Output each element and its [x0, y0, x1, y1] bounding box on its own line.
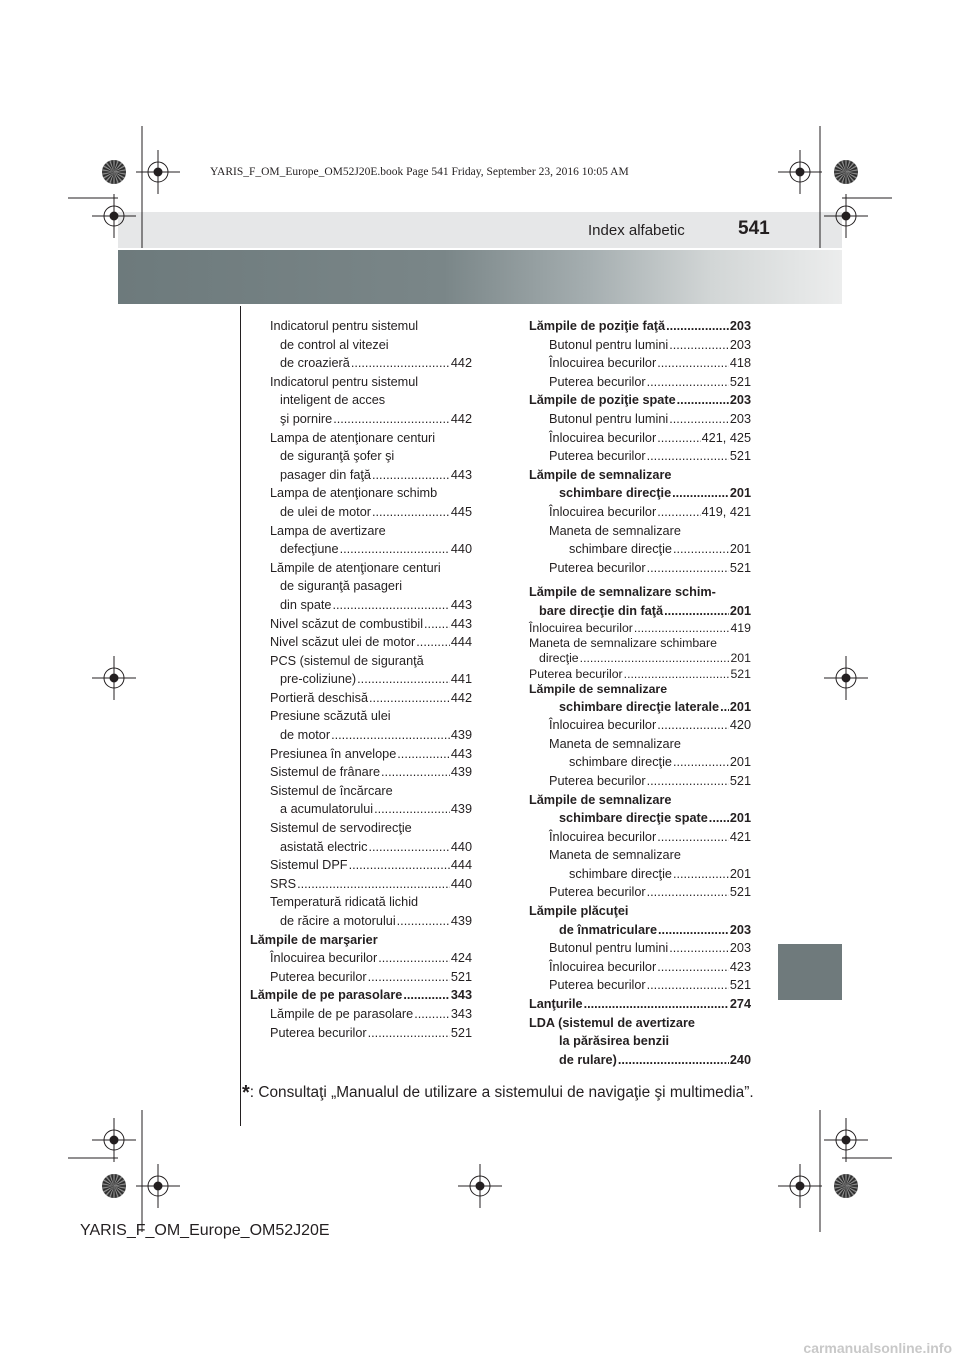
dot-leader	[374, 800, 450, 819]
dot-leader	[647, 976, 729, 995]
index-entry-page: 201	[729, 811, 751, 826]
index-entry	[250, 540, 472, 559]
index-entry-page: 443	[450, 746, 472, 761]
index-entry-label: de rulare)	[559, 1052, 617, 1067]
starburst-mark	[102, 1174, 126, 1198]
index-entry	[529, 939, 751, 958]
index-entry-page: 441	[450, 672, 472, 687]
index-entry-label: Lămpile de marşarier	[250, 932, 378, 947]
index-entry	[250, 986, 472, 1005]
index-entry	[529, 336, 751, 355]
dot-leader	[416, 633, 450, 652]
index-heading-line	[529, 583, 751, 602]
index-entry-label: din spate	[280, 597, 332, 612]
index-heading-line	[250, 429, 472, 448]
index-entry-label: Nivel scăzut de combustibil	[270, 616, 424, 631]
index-entry-label: schimbare direcţie	[569, 866, 672, 881]
dot-leader	[677, 391, 729, 410]
index-entry-label: Sistemul DPF	[270, 858, 348, 873]
index-heading-line	[529, 791, 751, 810]
index-entry	[250, 466, 472, 485]
index-entry-page: 440	[450, 839, 472, 854]
index-heading-line	[250, 484, 472, 503]
index-column-right	[529, 317, 751, 1069]
index-entry	[250, 875, 472, 894]
index-heading-line	[250, 447, 472, 466]
dot-leader	[368, 1024, 450, 1043]
index-entry-page: 203	[729, 319, 751, 333]
index-entry	[529, 429, 751, 448]
index-entry-label: pasager din faţă	[280, 467, 371, 482]
index-entry	[250, 763, 472, 782]
index-entry-label: Puterea becurilor	[270, 1025, 367, 1040]
index-heading-line	[250, 782, 472, 801]
index-heading-line	[250, 652, 472, 671]
index-entry-page: 444	[450, 635, 472, 650]
index-entry-page: 439	[450, 914, 472, 928]
index-entry-label: schimbare direcţie	[569, 542, 672, 557]
index-entry-page: 203	[729, 941, 751, 956]
index-entry	[250, 503, 472, 522]
index-entry	[529, 667, 751, 682]
index-entry	[250, 726, 472, 745]
index-entry	[529, 958, 751, 977]
dot-leader	[349, 856, 450, 875]
index-heading-line	[250, 893, 472, 912]
index-entry-label: defecţiune	[280, 542, 339, 557]
index-heading-line	[250, 559, 472, 578]
dot-leader	[372, 466, 450, 485]
starburst-mark	[834, 1174, 858, 1198]
index-entry-label: Portieră deschisă	[270, 690, 369, 705]
dot-leader	[368, 968, 450, 987]
index-entry	[529, 828, 751, 847]
index-entry	[250, 410, 472, 429]
index-entry-label: de ulei de motor	[280, 504, 371, 519]
dot-leader	[664, 602, 729, 621]
book-code: YARIS_F_OM_Europe_OM52J20E	[80, 1222, 330, 1239]
index-entry-page: 444	[450, 858, 472, 873]
dot-leader	[340, 540, 450, 559]
index-entry-label: Înlocuirea becurilor	[549, 829, 657, 844]
index-entry-label: de control al vitezei	[280, 337, 389, 352]
index-entry-label: Puterea becurilor	[549, 560, 646, 575]
index-entry-label: direcţie	[539, 651, 579, 666]
footnote	[242, 1082, 754, 1105]
index-entry	[250, 1024, 472, 1043]
index-heading-line	[529, 846, 751, 865]
index-entry	[529, 995, 751, 1014]
dot-leader	[666, 317, 729, 336]
index-entry-label: Înlocuirea becurilor	[529, 620, 633, 635]
index-entry	[529, 1051, 751, 1070]
dot-leader	[372, 503, 450, 522]
index-entry-label: a acumulatorului	[280, 802, 374, 817]
index-entry-page: 521	[729, 560, 751, 575]
index-heading-line	[250, 522, 472, 541]
dot-leader	[634, 621, 730, 636]
dot-leader	[720, 698, 729, 717]
dot-leader	[351, 354, 450, 373]
index-entry-label: inteligent de acces	[280, 393, 386, 408]
index-entry	[250, 596, 472, 615]
index-entry-page: 203	[729, 393, 751, 408]
index-heading-line	[250, 577, 472, 596]
index-heading-line	[250, 336, 472, 355]
dot-leader	[397, 745, 450, 764]
index-entry-page: 445	[450, 504, 472, 519]
index-entry-label: schimbare direcţie	[559, 486, 672, 501]
index-entry-page: 201	[729, 866, 751, 881]
index-entry-label: Puterea becurilor	[270, 969, 367, 984]
page-number: 541	[738, 218, 770, 239]
index-entry-label: schimbare direcţie spate	[559, 811, 708, 826]
index-entry	[529, 772, 751, 791]
dot-leader	[669, 410, 729, 429]
column-rule	[240, 306, 241, 1126]
index-entry-page: 343	[450, 1006, 472, 1021]
index-entry-label: Presiunea în anvelope	[270, 746, 397, 761]
footnote-marker: *	[242, 1082, 250, 1104]
index-entry-label: Înlocuirea becurilor	[549, 356, 657, 371]
index-heading-line	[529, 636, 751, 651]
index-entry-page: 521	[730, 666, 751, 681]
index-entry-page: 421, 425	[701, 430, 751, 445]
index-entry-page: 442	[450, 356, 472, 371]
index-entry	[529, 484, 751, 503]
index-entry-page: 201	[729, 699, 751, 714]
index-entry-page: 439	[450, 765, 472, 780]
index-entry-page: 201	[730, 651, 751, 666]
index-entry-label: Puterea becurilor	[549, 978, 646, 993]
index-entry-label: SRS	[270, 876, 297, 891]
index-entry-label: Lămpile de semnalizare	[529, 682, 668, 697]
index-entry-label: Sistemul de servodirecţie	[270, 821, 412, 836]
dot-leader	[669, 939, 729, 958]
index-entry	[529, 602, 751, 621]
index-entry-label: Lămpile de semnalizare	[529, 467, 672, 482]
index-entry	[250, 1005, 472, 1024]
index-entry-page: 421	[729, 829, 751, 844]
index-entry	[529, 354, 751, 373]
index-entry-page: 343	[450, 988, 472, 1003]
index-heading-line	[529, 522, 751, 541]
index-entry-label: Butonul pentru lumini	[549, 411, 669, 426]
index-column-left	[250, 317, 472, 1042]
dot-leader	[647, 373, 729, 392]
index-heading-line	[250, 819, 472, 838]
index-entry	[529, 540, 751, 559]
dot-leader	[424, 615, 450, 634]
dot-leader	[368, 838, 449, 857]
index-heading-line	[250, 317, 472, 336]
index-entry-page: 201	[729, 755, 751, 770]
index-entry-label: Înlocuirea becurilor	[270, 951, 378, 966]
index-entry-page: 521	[729, 449, 751, 464]
section-title: Index alfabetic	[588, 222, 685, 239]
index-entry-label: Lămpile de poziţie faţă	[529, 319, 666, 333]
index-heading-line	[529, 466, 751, 485]
index-entry	[529, 621, 751, 636]
index-entry-page: 439	[450, 802, 472, 817]
index-entry-page: 420	[729, 718, 751, 733]
dot-leader	[673, 540, 729, 559]
index-entry-label: Înlocuirea becurilor	[549, 959, 657, 974]
index-entry-page: 240	[729, 1052, 751, 1067]
index-entry-page: 423	[729, 959, 751, 974]
index-entry	[529, 809, 751, 828]
index-heading-line	[529, 1014, 751, 1033]
index-entry-page: 203	[729, 337, 751, 352]
index-entry-label: Lămpile de poziţie spate	[529, 393, 676, 408]
dot-leader	[414, 1005, 450, 1024]
index-entry	[250, 800, 472, 819]
index-entry-page: 419, 421	[701, 504, 751, 519]
dot-leader	[657, 828, 729, 847]
dot-leader	[657, 503, 700, 522]
index-entry-label: Lămpile de pe parasolare	[250, 988, 403, 1003]
index-entry	[529, 883, 751, 902]
index-entry-page: 439	[450, 728, 472, 743]
index-entry-label: Sistemul de frânare	[270, 765, 381, 780]
dot-leader	[658, 921, 729, 940]
index-entry-page: 521	[729, 773, 751, 788]
index-heading-line	[250, 707, 472, 726]
dot-leader	[331, 726, 450, 745]
starburst-mark	[102, 160, 126, 184]
dot-leader	[369, 689, 450, 708]
index-entry-label: Presiune scăzută ulei	[270, 709, 391, 724]
index-entry	[529, 976, 751, 995]
index-entry	[250, 633, 472, 652]
index-entry-page: 443	[450, 616, 472, 631]
index-entry-page: 442	[450, 690, 472, 705]
index-entry-label: Puterea becurilor	[549, 449, 646, 464]
index-entry-page: 521	[729, 374, 751, 389]
print-info: YARIS_F_OM_Europe_OM52J20E.book Page 541 Friday, September 23, 2016 10:05 AM	[210, 166, 629, 178]
index-entry	[250, 912, 472, 931]
index-entry-label: Lămpile de semnalizare schim-	[529, 585, 716, 600]
index-entry-label: Lămpile de pe parasolare	[270, 1006, 414, 1021]
dot-leader	[333, 410, 450, 429]
index-entry-label: Lămpile plăcuţei	[529, 904, 629, 919]
index-entry	[529, 503, 751, 522]
index-heading-line	[529, 1032, 751, 1051]
index-entry	[250, 745, 472, 764]
dot-leader	[647, 883, 729, 902]
index-entry-label: de răcire a motorului	[280, 914, 396, 928]
dot-leader	[397, 912, 450, 931]
index-entry-label: la părăsirea benzii	[559, 1034, 670, 1049]
dot-leader	[647, 772, 729, 791]
index-entry-page: 201	[729, 603, 751, 618]
index-entry	[529, 716, 751, 735]
index-entry-label: Nivel scăzut ulei de motor	[270, 635, 416, 650]
dot-leader	[657, 716, 729, 735]
index-entry-page: 203	[729, 411, 751, 426]
index-entry-label: Înlocuirea becurilor	[549, 504, 657, 519]
dot-leader	[403, 986, 450, 1005]
index-entry-label: Puterea becurilor	[549, 374, 646, 389]
index-entry-page: 440	[450, 542, 472, 557]
index-entry-label: Puterea becurilor	[549, 885, 646, 900]
index-entry-label: de siguranţă pasageri	[280, 579, 403, 594]
index-entry-label: Indicatorul pentru sistemul	[270, 319, 419, 333]
index-entry	[250, 968, 472, 987]
index-entry-page: 521	[450, 1025, 472, 1040]
index-entry-label: Puterea becurilor	[549, 773, 646, 788]
index-entry-page: 443	[450, 597, 472, 612]
index-entry	[250, 856, 472, 875]
index-entry	[250, 354, 472, 373]
index-entry	[529, 698, 751, 717]
index-entry-label: pre-coliziune)	[280, 672, 357, 687]
index-entry-label: Înlocuirea becurilor	[549, 430, 657, 445]
index-heading-line	[250, 391, 472, 410]
index-entry	[529, 865, 751, 884]
index-entry	[529, 373, 751, 392]
index-entry-label: asistată electric	[280, 839, 368, 854]
index-entry-label: LDA (sistemul de avertizare	[529, 1015, 695, 1030]
dot-leader	[709, 809, 729, 828]
dot-leader	[669, 336, 729, 355]
index-entry-page: 440	[450, 876, 472, 891]
index-entry-label: PCS (sistemul de siguranţă	[270, 653, 424, 668]
dot-leader	[657, 354, 729, 373]
index-entry-label: Maneta de semnalizare	[549, 848, 681, 863]
index-entry	[529, 921, 751, 940]
index-entry	[529, 391, 751, 410]
dot-leader	[333, 596, 450, 615]
index-entry-label: Sistemul de încărcare	[270, 783, 393, 798]
index-entry-label: schimbare direcţie	[569, 755, 672, 770]
index-entry	[250, 615, 472, 634]
index-entry-page: 521	[729, 978, 751, 993]
dot-leader	[672, 484, 729, 503]
index-entry-label: de siguranţă şofer şi	[280, 449, 395, 464]
index-heading-line	[529, 735, 751, 754]
footnote-text: : Consultaţi „Manualul de utilizare a sistemului de navigaţie şi multimedia”.	[249, 1084, 754, 1101]
index-entry-label: Lampa de atenţionare centuri	[270, 430, 436, 445]
dot-leader	[647, 559, 729, 578]
index-entry	[250, 949, 472, 968]
index-heading-line	[529, 902, 751, 921]
index-entry-page: 443	[450, 467, 472, 482]
index-entry-label: Butonul pentru lumini	[549, 941, 669, 956]
index-entry-label: de croazieră	[280, 356, 350, 371]
dot-leader	[624, 667, 730, 682]
index-entry-page: 442	[450, 411, 472, 426]
index-entry-label: Lampa de avertizare	[270, 523, 386, 538]
index-entry-label: Maneta de semnalizare	[549, 736, 681, 751]
index-entry	[529, 447, 751, 466]
index-entry-page: 274	[729, 997, 751, 1012]
index-entry-page: 203	[729, 922, 751, 937]
index-heading-line	[250, 373, 472, 392]
index-entry-label: Lanţurile	[529, 997, 583, 1012]
index-entry-page: 201	[729, 486, 751, 501]
index-entry	[529, 410, 751, 429]
index-entry-label: Înlocuirea becurilor	[549, 718, 657, 733]
index-entry-page: 419	[730, 620, 751, 635]
index-entry	[250, 670, 472, 689]
dot-leader	[357, 670, 450, 689]
index-entry-label: şi pornire	[280, 411, 333, 426]
index-entry-label: bare direcţie din faţă	[539, 603, 664, 618]
dot-leader	[580, 651, 730, 666]
index-entry-label: Maneta de semnalizare	[549, 523, 681, 538]
dot-leader	[381, 763, 450, 782]
watermark: carmanualsonline.info	[803, 1340, 952, 1356]
index-entry-label: Lămpile de atenţionare centuri	[270, 560, 441, 575]
index-entry-page: 521	[450, 969, 472, 984]
index-heading-line	[250, 931, 472, 950]
starburst-mark	[834, 160, 858, 184]
dot-leader	[647, 447, 729, 466]
index-entry-page: 201	[729, 542, 751, 557]
dot-leader	[657, 958, 729, 977]
index-entry	[529, 753, 751, 772]
dot-leader	[584, 995, 729, 1014]
dot-leader	[297, 875, 450, 894]
dot-leader	[378, 949, 450, 968]
index-entry	[529, 651, 751, 666]
index-entry-label: Lămpile de semnalizare	[529, 792, 672, 807]
index-entry	[250, 838, 472, 857]
dot-leader	[618, 1051, 729, 1070]
dot-leader	[673, 865, 729, 884]
index-entry	[250, 689, 472, 708]
index-entry-label: Maneta de semnalizare schimbare	[529, 635, 717, 650]
index-entry-label: de motor	[280, 728, 331, 743]
index-entry-label: Indicatorul pentru sistemul	[270, 374, 419, 389]
index-entry-label: Lampa de atenţionare schimb	[270, 486, 438, 501]
index-entry	[529, 317, 751, 336]
index-entry-label: Puterea becurilor	[529, 666, 623, 681]
index-entry-page: 521	[729, 885, 751, 900]
index-entry	[529, 559, 751, 578]
index-entry-label: Butonul pentru lumini	[549, 337, 669, 352]
index-heading-line	[529, 682, 751, 697]
dot-leader	[673, 753, 729, 772]
index-entry-page: 418	[729, 356, 751, 371]
dot-leader	[657, 429, 700, 448]
index-entry-label: Temperatură ridicată lichid	[270, 895, 419, 910]
index-entry-label: de înmatriculare	[559, 922, 658, 937]
index-entry-page: 424	[450, 951, 472, 966]
index-entry-label: schimbare direcţie laterale	[559, 699, 720, 714]
